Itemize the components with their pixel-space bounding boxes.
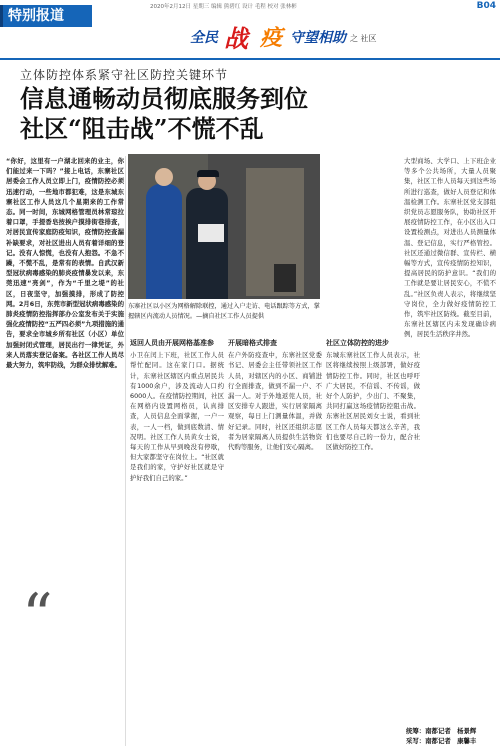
subheading-2: 开展暗格式排查 [228,339,277,347]
article-byline [406,726,498,746]
page-number: B04 [476,1,496,11]
photo-worker-blue-vest [146,184,182,299]
article-headline [20,84,460,144]
banner-yi: 疫 [260,26,283,51]
subheading-3: 社区立体防控的进步 [326,339,389,347]
photo-caption: 东寨社区以小区为网格解除联控，通过入户走访、电话跟踪等方式，掌握辖区内流动人员情况。—摘自社区工作人员提供 [128,303,320,320]
right-column: 大型商场、大学口、上下班企业等多个公共场所，大量人员聚集，社区工作人员每天到这些场所进行巡查，做好人员登记和体温检测工作。东寨社区党支部组织党员志愿服务队，协助社区开展疫情防控工作，在小区出入口设置检测点，对进出人员测量体温、登记信息，实行严格管控。社区还通过微信群、宣传栏、横幅等方式，宣传疫情防控知识，提高居民的防护意识。“我们的工作就是要让居民安心，不慌不乱。”社区负责人表示，将继续坚守岗位，全力做好疫情防控工作，筑牢社区防线。截至目前，东寨社区辖区内未发现确诊病例，居民生活秩序井然。 [404,157,496,339]
right-lower-column [326,336,420,452]
left-column-text: “你好，这里有一户湖北回来的业主，你们能过来一下吗？”接上电话，东寨社区居委会工作人员立即上门，疫情防控必须迅速行动，一些地市都犯难，这是东城东寨社区工作人员这几个星期来的工作常态。同一时间，东城网格管理员林常琼拉着口罩，手提香皂按挨户摸排街巷排查，对居民宣传家庭防疫知识，疫情防控查漏补缺要求，对社区进出人员有着详细的登记。没有人惊慌，也没有人抱怨。不急不躁，不慌不乱，是常有的表情。自武汉新型冠状病毒感染的肺炎疫情暴发以来，东莞迅速“亮剑”，作为“千里之堤”的社区，日夜坚守，加强摸排，形成了防控网。2月6日，东莞市新型冠状病毒感染的肺炎疫情防控指挥部办公室发布关于实施强化疫情防控“五严四必须”九项措施的通告，要求全市城乡所有社区（小区）单位加强封闭式管理，居民出行一律凭证，外来人员落实登记备案。各社区工作人员尽最大努力，筑牢防线，为群众排忧解难。 [6,157,124,370]
page-header [0,0,500,60]
headline-line-2: 社区“阻击战”不慌不乱 [20,114,264,143]
column-divider [125,156,126,746]
article-photo [128,154,320,299]
banner-zhan: 战 [224,25,248,53]
byline-line-1: 统筹：南都记者 杨景辉 [406,727,477,735]
banner-sub: 之 社区 [350,34,377,43]
subheading-1: 返回人员由开展网格基准参 [130,339,214,347]
campaign-banner [190,17,450,57]
section-label: 特别报道 [0,5,92,27]
byline-line-2: 采写：南都记者 康馨丰 [406,737,477,745]
headline-line-1: 信息通畅动员彻底服务到位 [20,84,308,113]
middle-column-1-text: 小卫在闰上下班，社区工作人员帮忙配同。这在家门口。据统计，东寨社区辖区内重点居民共有1000余户，涉及流动人口约6000人。在疫情防控期间，社区在网格内设置网格员，认真排查，人员信息全面掌握，一户一表，一人一档，做到底数清、情况明。社区工作人员黄女士说，每天的工作从早到晚没有停歇，但大家都坚守在岗位上。“社区就是我们的家，守护好社区就是守护好我们自己的家。” [130,351,224,482]
banner-shouwang: 守望相助 [290,30,346,46]
banner-quan: 全民 [190,30,218,46]
right-lower-column-text: 东城东寨社区工作人员表示，社区将继续按照上级部署，做好疫情防控工作。同时，社区也呼吁广大居民，不信谣、不传谣，做好个人防护，少出门、不聚集，共同打赢这场疫情防控阻击战。东寨社区居民刘女士说，看到社区工作人员每天都这么辛苦，我们也要尽自己的一份力，配合社区做好防控工作。 [326,351,420,452]
quote-mark-icon: “ [22,581,53,651]
photo-bag [274,264,296,292]
photo-form-paper [198,224,224,242]
issue-meta-line: 2020年2月12日 星期三 编辑 熊碧红 设计 毛程 校对 张林彬 [150,4,297,10]
article-kicker: 立体防控体系紧守社区防控关键环节 [20,68,229,82]
header-divider [0,58,500,60]
middle-column-2-text: 在户外防疫查中，东寨社区党委书记、居委会主任带领社区工作人员，对辖区内的小区、商铺进行全面排查，做到不漏一户、不漏一人。对于外地返莞人员，社区安排专人跟进，实行居家隔离观察，每日上门测量体温，并做好记录。同时，社区还组织志愿者为居家隔离人员提供生活物资代购等服务，让他们安心隔离。 [228,351,322,452]
photo-police-cap [197,170,219,177]
middle-column-1 [130,336,224,483]
middle-column-2 [228,336,322,452]
photo-police-officer [186,188,228,299]
